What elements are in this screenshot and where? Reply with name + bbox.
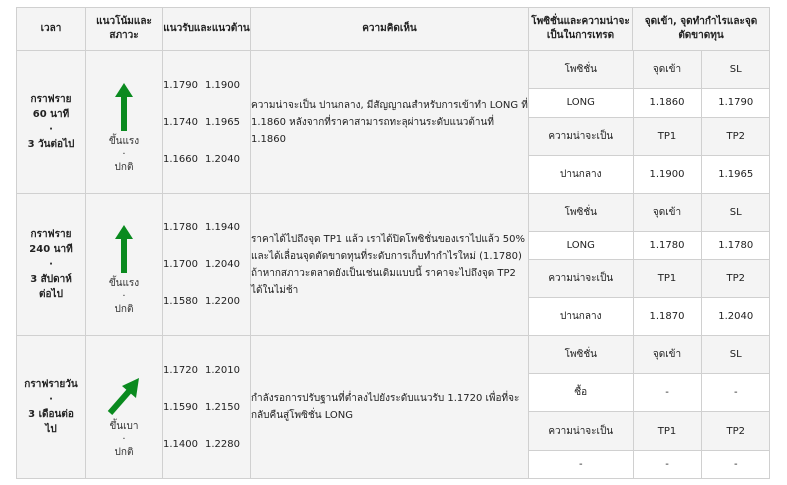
header-row xyxy=(17,8,770,51)
grid-cell: จุดเข้า xyxy=(633,194,701,231)
grid-cell: - xyxy=(529,450,633,478)
trend-text: ขึ้นแรง xyxy=(108,135,140,147)
grid-cell: 1.1965 xyxy=(701,156,770,193)
forecast-row xyxy=(17,194,770,336)
grid-cell: 1.1860 xyxy=(633,88,701,117)
grid-value-row xyxy=(529,156,770,193)
grid-cell: ปานกลาง xyxy=(529,298,633,335)
grid-cell: TP2 xyxy=(701,260,770,298)
trend-text: · xyxy=(122,291,126,302)
resistance-level: 1.2040 xyxy=(205,153,240,165)
grid-cell: - xyxy=(701,373,770,412)
grid-cell: - xyxy=(633,450,701,478)
support-level: 1.1700 xyxy=(163,259,198,270)
level-pair xyxy=(163,437,250,452)
grid-cell: TP2 xyxy=(701,412,770,451)
resistance-level: 1.1900 xyxy=(205,79,240,91)
timeframe-line: ไป xyxy=(45,424,57,435)
trend-text: · xyxy=(122,148,126,160)
grid-cell: โพซิชั่น xyxy=(529,336,633,373)
timeframe-line: 60 นาที xyxy=(32,109,70,120)
resistance-level: 1.2150 xyxy=(205,401,240,413)
grid-cell: ความน่าจะเป็น xyxy=(529,117,633,156)
level-pair xyxy=(163,400,250,415)
forecast-table xyxy=(16,7,770,479)
grid-cell: - xyxy=(633,373,701,412)
grid-cell: จุดเข้า xyxy=(633,51,701,88)
timeframe-line: กราฟราย xyxy=(30,94,72,105)
timeframe-line: กราฟรายวัน xyxy=(24,379,78,390)
trend-text: ขึ้นแรง xyxy=(108,278,140,289)
grid-label-row xyxy=(529,51,770,88)
grid-cell: 1.1790 xyxy=(701,88,770,117)
timeframe-line: · xyxy=(49,259,53,270)
header-levels: แนวรับและแนวต้าน xyxy=(163,8,251,51)
trend-text: ปกติ xyxy=(114,161,134,173)
grid-value-row xyxy=(529,298,770,335)
grid-cell: TP1 xyxy=(633,260,701,298)
grid-value-row xyxy=(529,450,770,478)
resistance-level: 1.1940 xyxy=(205,222,240,233)
resistance-level: 1.2010 xyxy=(205,364,240,376)
header-comment: ความคิดเห็น xyxy=(251,8,529,51)
timeframe-cell xyxy=(17,194,86,336)
grid-cell: ความน่าจะเป็น xyxy=(529,412,633,451)
arrow-box xyxy=(86,356,162,416)
trend-cell xyxy=(86,51,163,194)
trend-text: ปกติ xyxy=(114,304,134,315)
header-targets: จุดเข้า, จุดทำกำไรและจุดตัดขาดทุน xyxy=(633,8,770,51)
trend-text: ขึ้นเบา xyxy=(109,420,139,432)
arrow-up-right-icon xyxy=(106,376,142,416)
grid-cell: SL xyxy=(701,336,770,373)
support-level: 1.1660 xyxy=(163,153,198,165)
grid-cell: ปานกลาง xyxy=(529,156,633,193)
resistance-level: 1.2280 xyxy=(205,438,240,450)
grid-cell: LONG xyxy=(529,88,633,117)
timeframe-cell xyxy=(17,336,86,479)
resistance-level: 1.1965 xyxy=(205,116,240,128)
grid-cell: โพซิชั่น xyxy=(529,51,633,88)
support-level: 1.1590 xyxy=(163,401,198,413)
grid-cell: จุดเข้า xyxy=(633,336,701,373)
grid-cell: 1.1780 xyxy=(633,231,701,260)
grid-cell: 1.2040 xyxy=(701,298,770,335)
grid-cell: TP1 xyxy=(633,412,701,451)
position-grid-cell xyxy=(529,51,770,194)
levels-cell xyxy=(163,336,251,479)
level-pair xyxy=(163,294,250,309)
position-grid-cell xyxy=(529,194,770,336)
resistance-level: 1.2040 xyxy=(205,259,240,270)
timeframe-line: 3 สัปดาห์ xyxy=(30,274,72,285)
trend-text: · xyxy=(122,433,126,445)
grid-cell: TP1 xyxy=(633,117,701,156)
timeframe-line: 3 วันต่อไป xyxy=(27,139,75,150)
grid-cell: ความน่าจะเป็น xyxy=(529,260,633,298)
support-level: 1.1400 xyxy=(163,438,198,450)
levels-cell xyxy=(163,194,251,336)
comment-cell: ราคาได้ไปถึงจุด TP1 แล้ว เราได้ปิดโพซิชั่นของเราไปแล้ว 50% และได้เลื่อนจุดตัดขาดทุนที่ระดับการเก็บทำกำไรใหม่ (1.1780) ถ้าหากสภาวะตลาดยังเป็นเช่นเดิมแบบนี้ ราคาจะไปถึงจุด TP2 ได้ในไม่ช้า xyxy=(251,194,529,336)
arrow-up-icon xyxy=(115,225,133,273)
levels-cell xyxy=(163,51,251,194)
grid-cell: LONG xyxy=(529,231,633,260)
level-pair xyxy=(163,152,250,167)
timeframe-line: · xyxy=(49,124,53,135)
grid-label-row xyxy=(529,336,770,373)
support-level: 1.1580 xyxy=(163,296,198,307)
grid-value-row xyxy=(529,88,770,117)
trend-cell xyxy=(86,194,163,336)
timeframe-line: ต่อไป xyxy=(39,289,63,300)
timeframe-line: 3 เดือนต่อ xyxy=(28,409,74,420)
position-grid xyxy=(529,336,770,478)
comment-cell: กำลังรอการปรับฐานที่ต่ำลงไปยังระดับแนวรับ 1.1720 เพื่อที่จะกลับคืนสู่โพซิชั่น LONG xyxy=(251,336,529,479)
position-grid xyxy=(529,194,770,335)
grid-cell: TP2 xyxy=(701,117,770,156)
grid-label-row xyxy=(529,194,770,231)
grid-cell: SL xyxy=(701,194,770,231)
grid-cell: - xyxy=(701,450,770,478)
arrow-up-icon xyxy=(115,83,133,131)
support-level: 1.1720 xyxy=(163,364,198,376)
level-pair xyxy=(163,363,250,378)
grid-value-row xyxy=(529,373,770,412)
grid-label-row xyxy=(529,260,770,298)
timeframe-line: 240 นาที xyxy=(29,244,73,255)
header-time: เวลา xyxy=(17,8,86,51)
grid-cell: ซื้อ xyxy=(529,373,633,412)
grid-cell: โพซิชั่น xyxy=(529,194,633,231)
support-level: 1.1780 xyxy=(163,222,198,233)
grid-cell: 1.1870 xyxy=(633,298,701,335)
arrow-box xyxy=(86,71,162,131)
forecast-row xyxy=(17,51,770,194)
position-grid xyxy=(529,51,770,193)
support-level: 1.1740 xyxy=(163,116,198,128)
grid-cell: SL xyxy=(701,51,770,88)
timeframe-line: · xyxy=(49,394,53,405)
header-position: โพซิชั่นและความน่าจะเป็นในการเทรด xyxy=(529,8,633,51)
resistance-level: 1.2200 xyxy=(205,296,240,307)
comment-cell: ความน่าจะเป็น ปานกลาง, มีสัญญาณสำหรับการเข้าทำ LONG ที่ 1.1860 หลังจากที่ราคาสามารถทะลุผ่านระดับแนวต้านที่ 1.1860 xyxy=(251,51,529,194)
trend-text: ปกติ xyxy=(114,446,134,458)
level-pair xyxy=(163,257,250,272)
trend-cell xyxy=(86,336,163,479)
position-grid-cell xyxy=(529,336,770,479)
grid-cell: 1.1900 xyxy=(633,156,701,193)
forecast-row xyxy=(17,336,770,479)
grid-value-row xyxy=(529,231,770,260)
timeframe-cell xyxy=(17,51,86,194)
grid-label-row xyxy=(529,117,770,156)
level-pair xyxy=(163,115,250,130)
level-pair xyxy=(163,78,250,93)
timeframe-line: กราฟราย xyxy=(30,229,72,240)
support-level: 1.1790 xyxy=(163,79,198,91)
grid-cell: 1.1780 xyxy=(701,231,770,260)
level-pair xyxy=(163,220,250,235)
arrow-box xyxy=(86,213,162,273)
header-trend: แนวโน้มและสภาวะ xyxy=(86,8,163,51)
grid-label-row xyxy=(529,412,770,451)
